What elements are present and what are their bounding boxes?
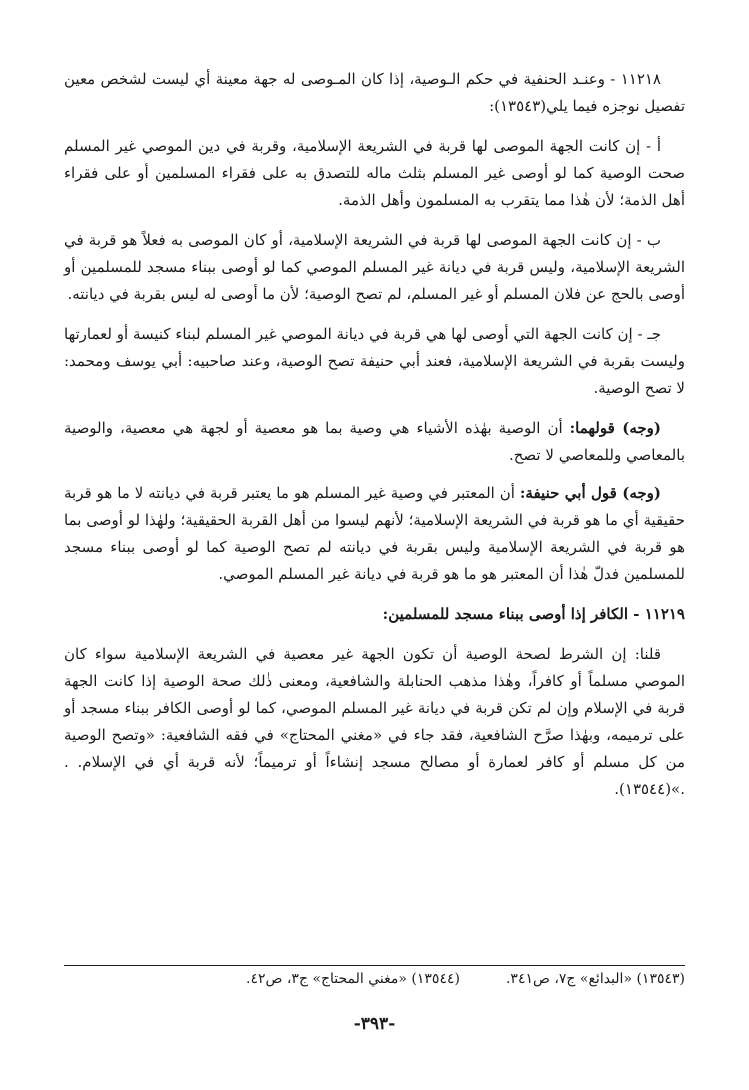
page-body xyxy=(64,66,685,816)
paragraph-ba: ب - إن كانت الجهة الموصى لها قربة في الشريعة الإسلامية، أو كان الموصى به فعلاً هو قربة في الشريعة الإسلامية، وليس قربة في ديانة غير المسلم الموصي كما لو أوصى ببناء مسجد للمسلمين أو أوصى بالحج عن فلان المسلم أو غير المسلم، لم تصح الوصية؛ لأن ما أوصى له ليس بقربة في ديانته. xyxy=(64,231,685,303)
abu-hanifa-view-text: أن المعتبر في وصية غير المسلم هو ما يعتبر قربة في ديانته لا ما هو قربة حقيقية أي ما هو قربة في الشريعة الإسلامية؛ لأنهم ليسوا من أهل القربة الحقيقية؛ ولهٰذا لو أوصى بما هو قربة في الشريعة الإسلامية وليس بقربة في ديانته لم تصح الوصية كما لو أوصى ببناء مسجد للمسلمين فدلّ هٰذا أن المعتبر هو ما هو قربة في ديانة غير المسلم الموصي. xyxy=(64,484,685,583)
footnote-13544: (١٣٥٤٤) «مغني المحتاج» ج٣، ص٤٢. xyxy=(246,971,460,987)
abu-hanifa-view-lead: (وجه) قول أبي حنيفة: xyxy=(519,484,661,502)
section-heading-11219: ١١٢١٩ - الكافر إذا أوصى ببناء مسجد للمسلمين: xyxy=(382,605,685,623)
footnote-divider xyxy=(64,965,685,966)
their-view-text: أن الوصية بهٰذه الأشياء هي وصية بما هو معصية أو لجهة هي معصية، والوصية بالمعاصي وللمعاصي لا تصح. xyxy=(64,419,685,464)
paragraph-qulna: قلنا: إن الشرط لصحة الوصية أن تكون الجهة غير معصية في الشريعة الإسلامية سواء كان الموصي مسلماً أو كافراً، وهٰذا مذهب الحنابلة والشافعية، ومعنى ذٰلك صحة الوصية إذا كانت الجهة قربة في الإسلام وإن لم تكن قربة في ديانة غير المسلم الموصي، كما لو أوصى الكافر ببناء مسجد أو على ترميمه، وبهٰذا صرَّح الشافعية، فقد جاء في «مغني المحتاج» في فقه الشافعية: «وتصح الوصية من كل مسلم أو كافر لعمارة أو مصالح مسجد إنشاءاً أو ترميماً؛ لأنه قربة أي في الإسلام. . .»(١٣٥٤٤). xyxy=(64,645,685,798)
footnotes xyxy=(64,968,685,990)
paragraph-11218: ١١٢١٨ - وعنـد الحنفية في حكم الـوصية، إذا كان المـوصى له جهة معينة أي ليست لشخص معين تفصيل نوجزه فيما يلي(١٣٥٤٣): xyxy=(64,70,685,115)
their-view-lead: (وجه) قولهما: xyxy=(569,419,661,437)
paragraph-abu-hanifa-view xyxy=(64,480,685,588)
footnote-13543: (١٣٥٤٣) «البدائع» ج٧، ص٣٤١. xyxy=(505,971,685,987)
paragraph-jim: جـ - إن كانت الجهة التي أوصى لها هي قربة في ديانة الموصي غير المسلم لبناء كنيسة أو لعمارتها وليست بقربة في الشريعة الإسلامية، فعند أبي حنيفة تصح الوصية، وعند صاحبيه: أبي يوسف ومحمد: لا تصح الوصية. xyxy=(64,325,685,397)
paragraph-their-view xyxy=(64,415,685,469)
page-number: -٣٩٣- xyxy=(353,1014,396,1034)
paragraph-alif: أ - إن كانت الجهة الموصى لها قربة في الشريعة الإسلامية، وقربة في دين الموصي غير المسلم صحت الوصية كما لو أوصى غير المسلم بثلث ماله للتصدق به على فقراء المسلمين أو على فقراء أهل الذمة؛ لأن هٰذا مما يتقرب به المسلمون وأهل الذمة. xyxy=(64,137,685,209)
